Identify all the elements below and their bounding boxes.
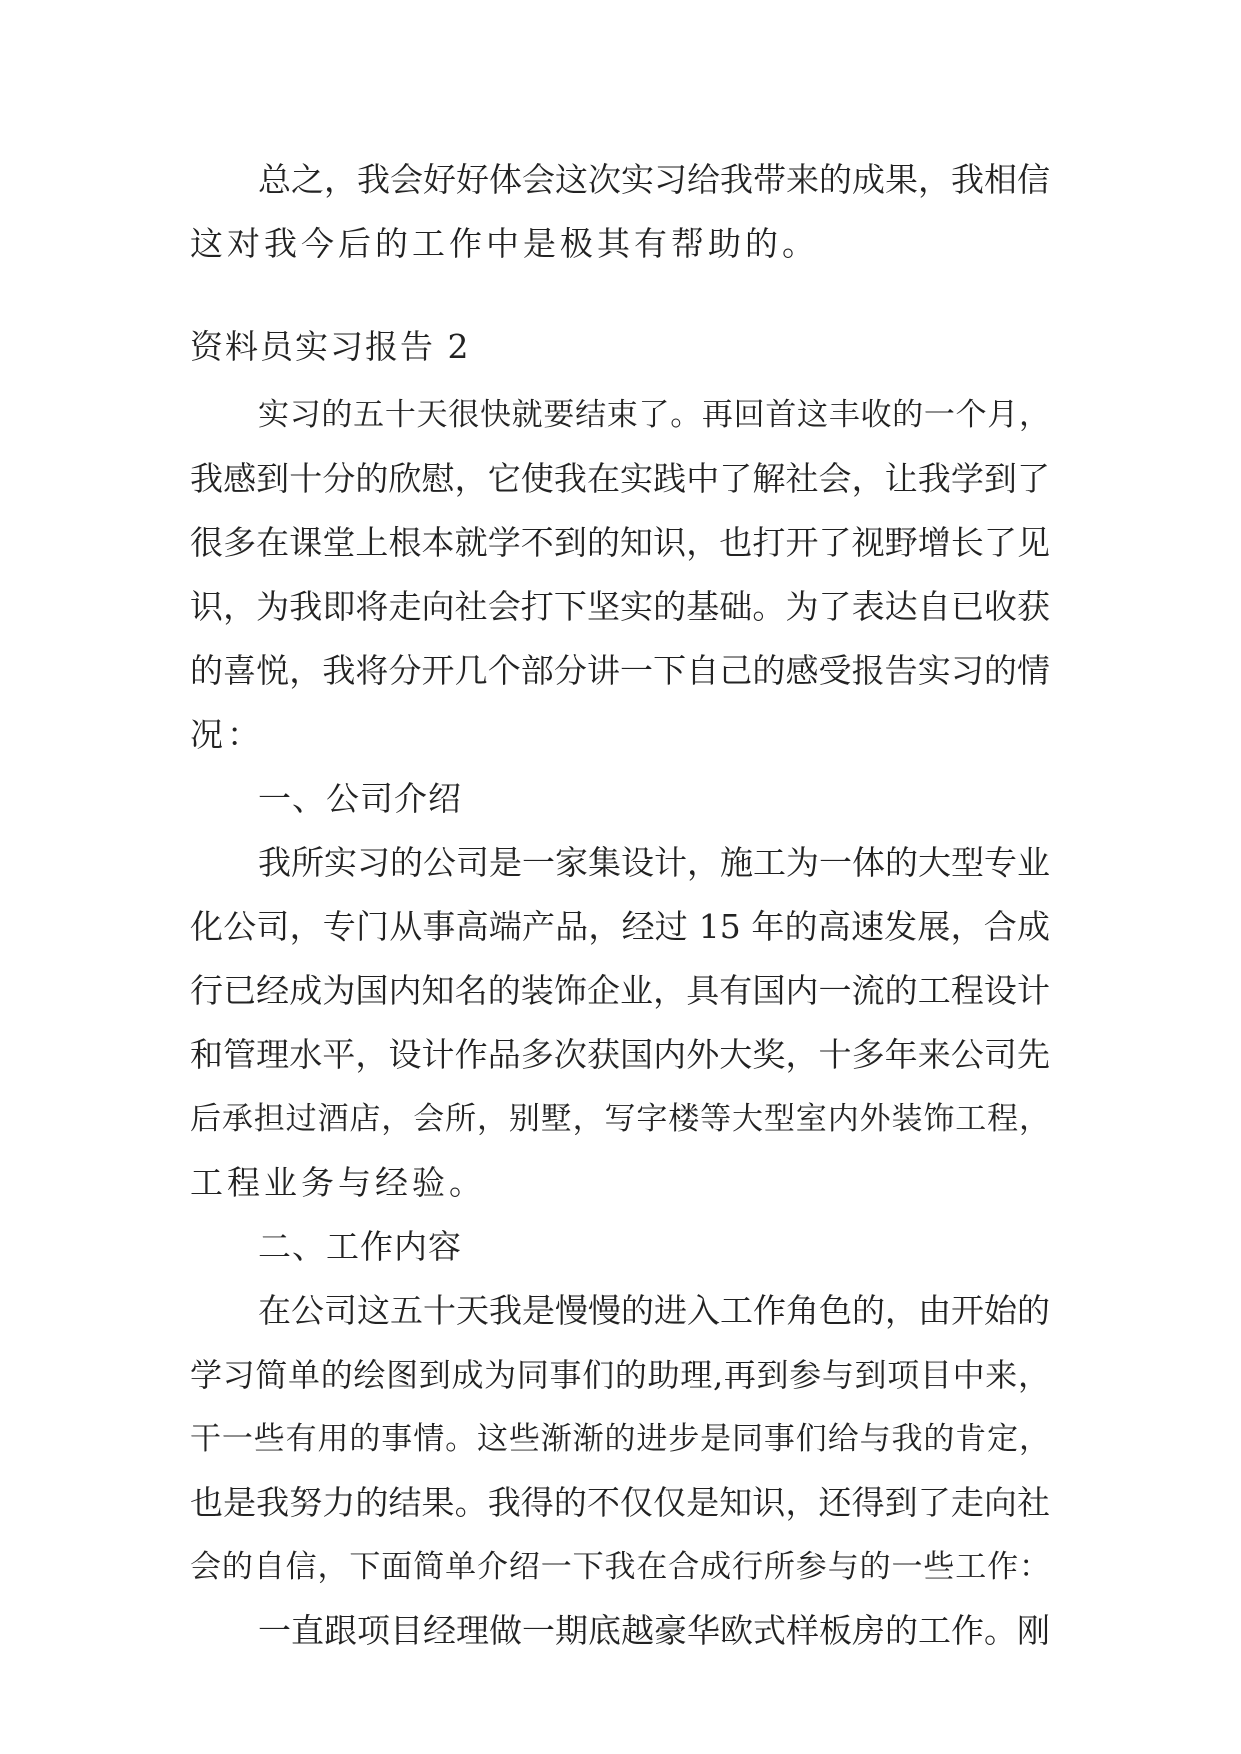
paragraph-line: 我感到十分的欣慰，它使我在实践中了解社会，让我学到了 — [190, 459, 1050, 498]
subheading: 一、公司介绍 — [258, 779, 462, 818]
paragraph-line: 的喜悦，我将分开几个部分讲一下自己的感受报告实习的情 — [190, 651, 1050, 690]
paragraph-line: 后承担过酒店，会所，别墅，写字楼等大型室内外装饰工程， — [190, 1101, 1050, 1137]
paragraph-line: 我所实习的公司是一家集设计，施工为一体的大型专业 — [258, 843, 1050, 882]
paragraph-line: 干一些有用的事情。这些渐渐的进步是同事们给与我的肯定， — [190, 1421, 1050, 1457]
subheading: 二、工作内容 — [258, 1227, 462, 1266]
paragraph-line: 也是我努力的结果。我得的不仅仅是知识，还得到了走向社 — [190, 1483, 1050, 1522]
paragraph-line: 一直跟项目经理做一期底越豪华欧式样板房的工作。刚 — [258, 1611, 1050, 1650]
paragraph-line: 总之，我会好好体会这次实习给我带来的成果，我相信 — [258, 160, 1050, 199]
paragraph-line: 化公司，专门从事高端产品，经过 15 年的高速发展，合成 — [190, 907, 1050, 946]
paragraph-line: 识，为我即将走向社会打下坚实的基础。为了表达自已收获 — [190, 587, 1050, 626]
paragraph-line: 行已经成为国内知名的装饰企业，具有国内一流的工程设计 — [190, 971, 1050, 1010]
paragraph-line: 工程业务与经验。 — [190, 1163, 486, 1202]
section-title: 资料员实习报告 2 — [190, 327, 471, 366]
paragraph-line: 这对我今后的工作中是极其有帮助的。 — [190, 224, 819, 263]
paragraph-line: 实习的五十天很快就要结束了。再回首这丰收的一个月， — [258, 397, 1050, 433]
paragraph-line: 很多在课堂上根本就学不到的知识，也打开了视野增长了见 — [190, 523, 1050, 562]
paragraph-line: 和管理水平，设计作品多次获国内外大奖，十多年来公司先 — [190, 1035, 1050, 1074]
paragraph-line: 会的自信，下面简单介绍一下我在合成行所参与的一些工作： — [190, 1549, 1050, 1585]
paragraph-line: 学习简单的绘图到成为同事们的助理,再到参与到项目中来， — [190, 1356, 1050, 1394]
paragraph-line: 在公司这五十天我是慢慢的进入工作角色的，由开始的 — [258, 1291, 1050, 1330]
paragraph-line: 况： — [190, 715, 264, 754]
